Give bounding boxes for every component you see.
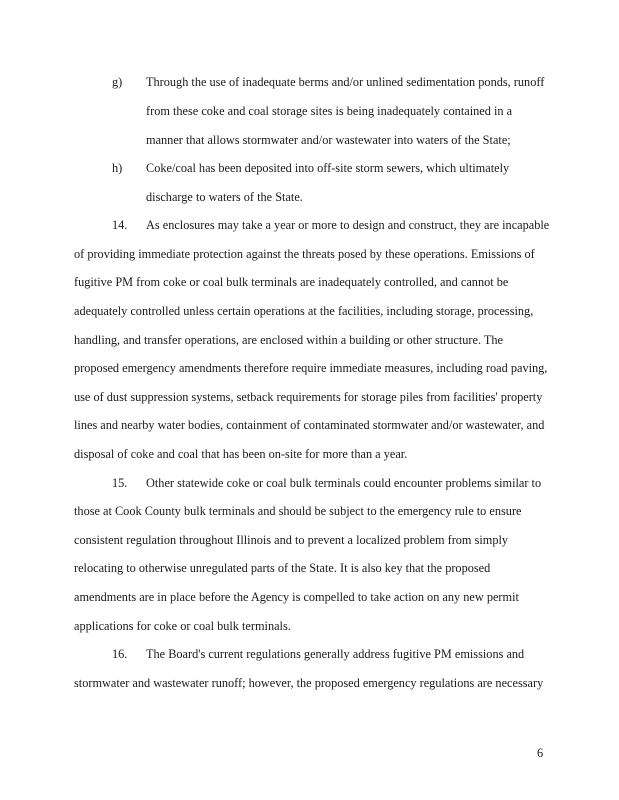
paragraph-15-line-4: relocating to otherwise unregulated parts of the State. It is also key that the proposed <box>74 561 491 575</box>
paragraph-14-line-6: proposed emergency amendments therefore require immediate measures, including road paving, <box>74 361 548 375</box>
paragraph-15-line-3: consistent regulation throughout Illinois and to prevent a localized problem from simply <box>74 533 509 547</box>
paragraph-14-line-8: lines and nearby water bodies, containment of contaminated stormwater and/or wastewater, and <box>74 418 545 432</box>
item-marker-g: g) <box>112 75 123 89</box>
paragraph-15-line-1: Other statewide coke or coal bulk terminals could encounter problems similar to <box>146 476 542 490</box>
item-h-line-1: Coke/coal has been deposited into off-site storm sewers, which ultimately <box>146 161 510 175</box>
paragraph-15-line-5: amendments are in place before the Agency is compelled to take action on any new permit <box>74 590 519 604</box>
page-number: 6 <box>537 746 544 760</box>
item-marker-h: h) <box>112 161 123 175</box>
paragraph-14-line-3: fugitive PM from coke or coal bulk terminals are inadequately controlled, and cannot be <box>74 275 509 289</box>
item-h-line-2: discharge to waters of the State. <box>146 190 303 204</box>
paragraph-14-line-9: disposal of coke and coal that has been on-site for more than a year. <box>74 447 408 461</box>
paragraph-14-line-4: adequately controlled unless certain operations at the facilities, including storage, processing, <box>74 304 534 318</box>
item-g-line-3: manner that allows stormwater and/or wastewater into waters of the State; <box>146 133 511 147</box>
paragraph-number-14: 14. <box>112 218 128 232</box>
paragraph-16-line-1: The Board's current regulations generally address fugitive PM emissions and <box>146 647 525 661</box>
item-g-line-1: Through the use of inadequate berms and/or unlined sedimentation ponds, runoff <box>146 75 545 89</box>
item-g-line-2: from these coke and coal storage sites is being inadequately contained in a <box>146 104 513 118</box>
paragraph-14-line-1: As enclosures may take a year or more to design and construct, they are incapable <box>146 218 550 232</box>
paragraph-15-line-2: those at Cook County bulk terminals and should be subject to the emergency rule to ensure <box>74 504 522 518</box>
paragraph-number-15: 15. <box>112 476 128 490</box>
paragraph-16-line-2: stormwater and wastewater runoff; however, the proposed emergency regulations are necessary <box>74 676 544 690</box>
paragraph-number-16: 16. <box>112 647 128 661</box>
paragraph-14-line-5: handling, and transfer operations, are enclosed within a building or other structure. The <box>74 333 504 347</box>
paragraph-15-line-6: applications for coke or coal bulk terminals. <box>74 619 291 633</box>
paragraph-14-line-7: use of dust suppression systems, setback requirements for storage piles from facilities' property <box>74 390 543 404</box>
paragraph-14-line-2: of providing immediate protection against the threats posed by these operations. Emissions of <box>74 247 535 261</box>
